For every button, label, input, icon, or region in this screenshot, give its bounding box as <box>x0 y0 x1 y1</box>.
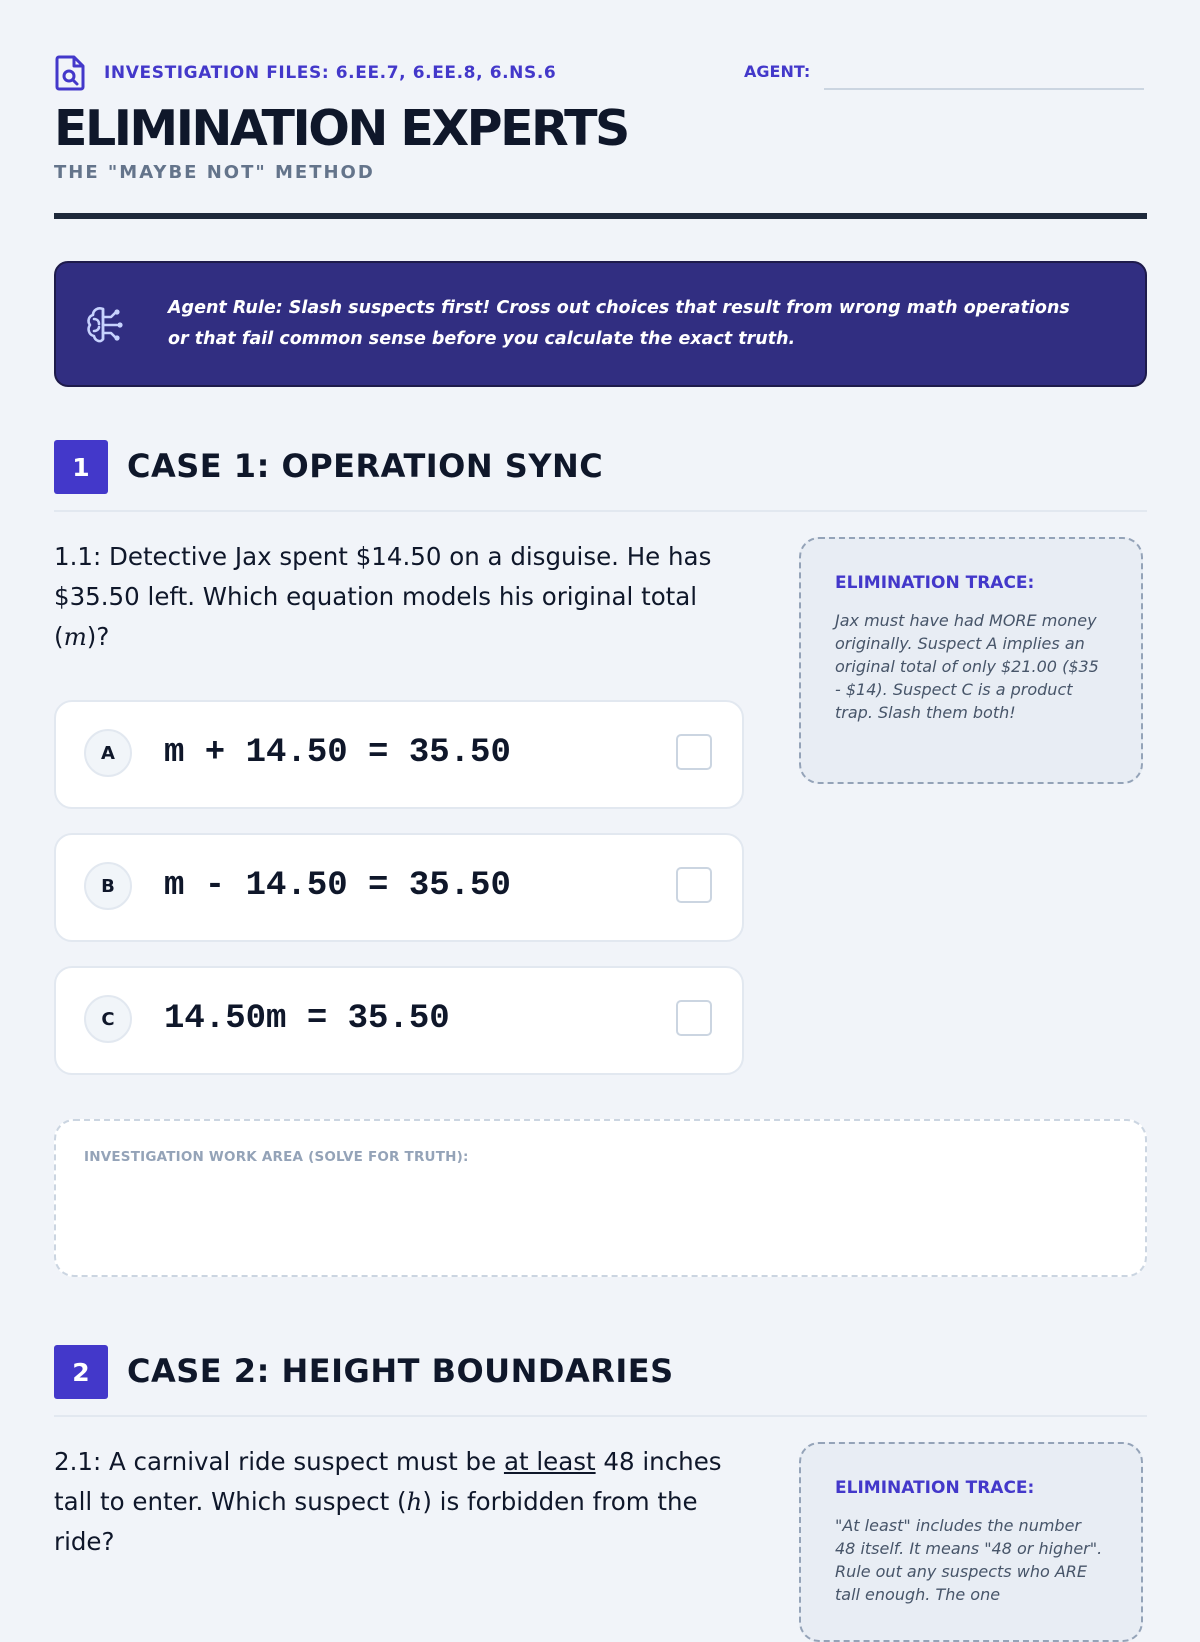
choice-c-checkbox[interactable] <box>676 1000 712 1036</box>
agent-rule-label: Agent Rule: <box>168 298 283 318</box>
header-divider <box>54 213 1147 219</box>
case-2-question-variable: h <box>406 1487 423 1516</box>
case-1-choice-a[interactable] <box>54 700 744 809</box>
case-1-question-text: 1.1: Detective Jax spent $14.50 on a disguise. He has $35.50 left. Which equation models his original total ( <box>54 542 712 651</box>
page-subtitle: THE "MAYBE NOT" METHOD <box>54 162 375 183</box>
choice-a-letter: A <box>84 729 132 777</box>
investigation-files-label: INVESTIGATION FILES: 6.EE.7, 6.EE.8, 6.NS.6 <box>104 63 557 83</box>
investigation-files-line <box>54 54 556 92</box>
agent-label: AGENT: <box>744 62 811 81</box>
file-search-icon <box>54 54 88 92</box>
brain-icon <box>84 303 126 345</box>
choice-b-checkbox[interactable] <box>676 867 712 903</box>
choice-a-equation: m + 14.50 = 35.50 <box>164 734 511 772</box>
choice-c-equation: 14.50m = 35.50 <box>164 1000 450 1038</box>
case-1-trace-label: ELIMINATION TRACE: <box>835 573 1035 593</box>
case-1-elimination-trace <box>799 537 1143 784</box>
case-1-header <box>54 440 1147 512</box>
case-1-choice-c[interactable] <box>54 966 744 1075</box>
case-2-question-emphasis: at least <box>503 1447 596 1476</box>
case-1-number: 1 <box>54 440 108 494</box>
case-2-title: CASE 2: HEIGHT BOUNDARIES <box>127 1352 674 1390</box>
agent-rule-body: Slash suspects first! Cross out choices that result from wrong math operations or that fail common sense before you calculate the exact truth. <box>168 298 1070 349</box>
case-2-question-end: ) is forbidden from the ride? <box>54 1487 698 1556</box>
page-title: ELIMINATION EXPERTS <box>54 100 628 157</box>
choice-b-equation: m - 14.50 = 35.50 <box>164 867 511 905</box>
case-2-question-text: 2.1: A carnival ride suspect must be <box>54 1447 504 1476</box>
agent-rule-banner <box>54 261 1147 387</box>
case-2-header <box>54 1345 1147 1417</box>
case-2-trace-text: "At least" includes the number 48 itself. It means "48 or higher". Rule out any suspects who ARE tall enough. The one <box>835 1516 1103 1604</box>
case-1-choice-b[interactable] <box>54 833 744 942</box>
case-2-elimination-trace <box>799 1442 1143 1642</box>
choice-c-letter: C <box>84 995 132 1043</box>
agent-name-field[interactable] <box>824 58 1144 90</box>
case-1-question <box>54 537 744 657</box>
case-1-question-variable: m <box>63 622 87 651</box>
choice-a-checkbox[interactable] <box>676 734 712 770</box>
case-1-question-end: )? <box>86 622 110 651</box>
agent-rule-text <box>168 293 1088 355</box>
work-area-label: INVESTIGATION WORK AREA (SOLVE FOR TRUTH): <box>84 1149 469 1165</box>
case-2-trace-label: ELIMINATION TRACE: <box>835 1478 1035 1498</box>
case-2-number: 2 <box>54 1345 108 1399</box>
worksheet-header <box>54 54 1147 224</box>
case-1-trace-text: Jax must have had MORE money originally. Suspect A implies an original total of only $21.00 ($35 - $14). Suspect C is a product trap. Slash them both! <box>835 611 1099 722</box>
case-2-question <box>54 1442 744 1562</box>
case-1-title: CASE 1: OPERATION SYNC <box>127 447 604 485</box>
worksheet-page <box>54 0 1147 1604</box>
choice-b-letter: B <box>84 862 132 910</box>
case-2-question-mid: 48 inches tall to enter. Which suspect ( <box>54 1447 722 1516</box>
case-1-work-area[interactable] <box>54 1119 1147 1277</box>
agent-field-group <box>744 58 1144 90</box>
